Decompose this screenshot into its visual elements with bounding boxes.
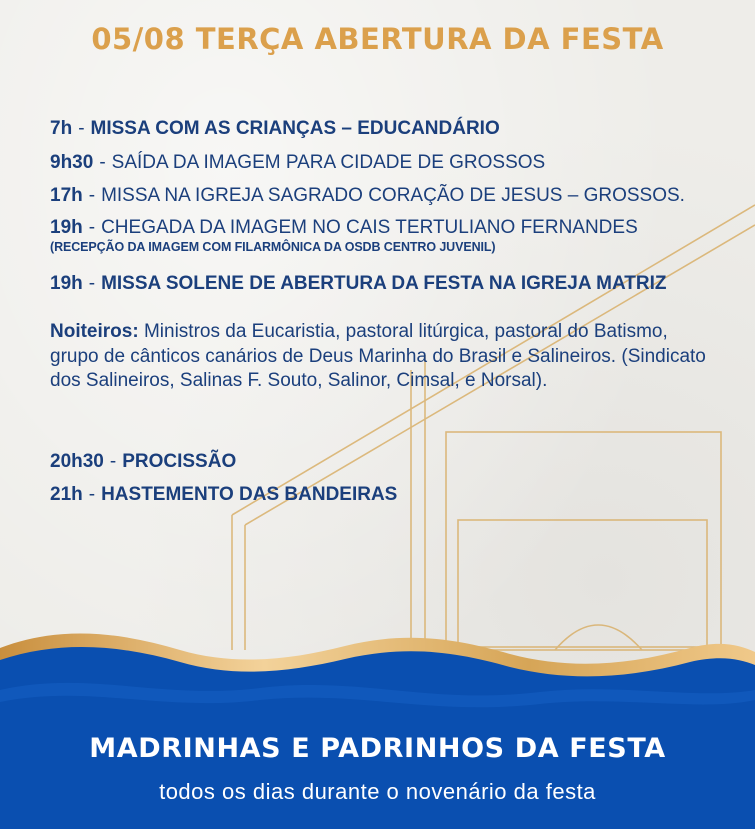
schedule-description: PROCISSÃO — [122, 451, 237, 472]
schedule-time: 7h — [50, 118, 73, 139]
schedule-time: 19h — [50, 217, 83, 238]
schedule-separator: - — [88, 217, 96, 238]
schedule-time: 19h — [50, 273, 83, 294]
schedule-separator: - — [88, 185, 96, 206]
schedule-description: CHEGADA DA IMAGEM NO CAIS TERTULIANO FERNANDES — [101, 217, 638, 238]
page-title: 05/08 TERÇA ABERTURA DA FESTA — [91, 22, 664, 56]
schedule-separator: - — [88, 273, 96, 294]
schedule-description: MISSA COM AS CRIANÇAS – EDUCANDÁRIO — [90, 118, 500, 139]
schedule-description: SAÍDA DA IMAGEM PARA CIDADE DE GROSSOS — [111, 152, 546, 173]
schedule-description: HASTEMENTO DAS BANDEIRAS — [101, 484, 398, 505]
schedule-separator: - — [88, 484, 96, 505]
noiteiros-label: Noiteiros: — [50, 321, 139, 342]
schedule-time: 9h30 — [50, 152, 94, 173]
footer-subtitle: todos os dias durante o novenário da festa — [159, 779, 596, 804]
noiteiros-text: Ministros da Eucaristia, pastoral litúrgica, pastoral do Batismo, grupo de cânticos canários de Deus Marinha do Brasil e Salineiros. (Sindicato dos Salineiros, Salinas F. Souto, Salinor, Cimsal, e Norsal). — [50, 321, 706, 391]
schedule-time: 21h — [50, 484, 83, 505]
schedule-time: 20h30 — [50, 451, 104, 472]
schedule-separator: - — [99, 152, 106, 173]
footer-title: MADRINHAS E PADRINHOS DA FESTA — [89, 733, 666, 764]
schedule-separator: - — [109, 451, 117, 472]
schedule-separator: - — [78, 118, 85, 139]
schedule-time: 17h — [50, 185, 83, 206]
schedule-description: MISSA NA IGREJA SAGRADO CORAÇÃO DE JESUS – GROSSOS. — [101, 185, 685, 206]
schedule-description: MISSA SOLENE DE ABERTURA DA FESTA NA IGREJA MATRIZ — [101, 273, 667, 294]
schedule-subnote: (RECEPÇÃO DA IMAGEM COM FILARMÔNICA DA OSDB CENTRO JUVENIL) — [50, 240, 496, 254]
